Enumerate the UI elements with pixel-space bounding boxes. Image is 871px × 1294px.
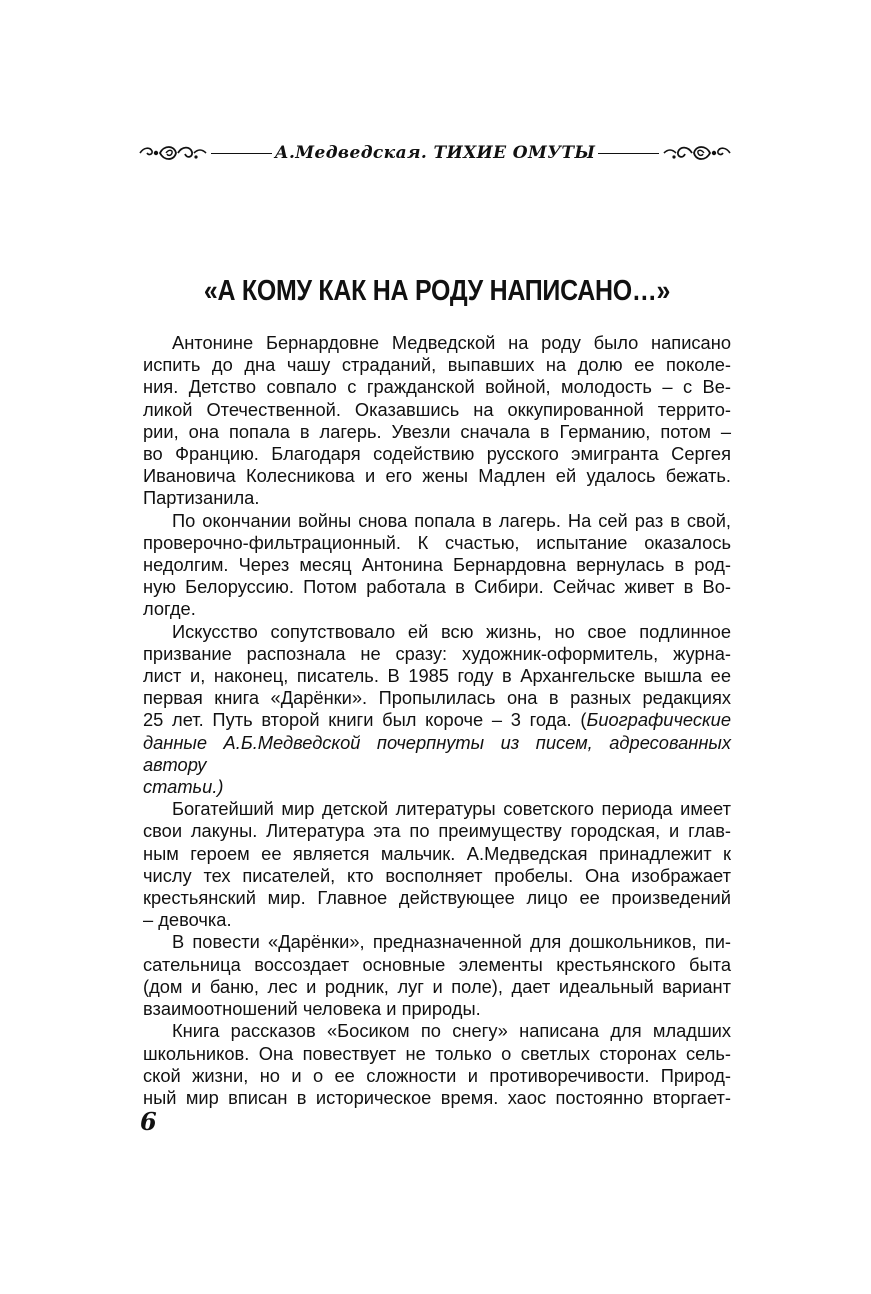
text-line: (дом и баню, лес и родник, луг и поле), дает идеальный вариант	[143, 975, 731, 997]
text-line: школьников. Она повествует не только о светлых сторонах сель-	[143, 1042, 731, 1064]
text-line: Партизанила.	[143, 487, 260, 509]
chapter-title: «А КОМУ КАК НА РОДУ НАПИСАНО…»	[203, 275, 671, 307]
text-line: Искусство сопутствовало ей всю жизнь, но свое подлинное	[172, 620, 731, 642]
text-line: ный мир вписан в историческое время. хаос постоянно вторгает-	[143, 1086, 731, 1108]
text-line: Ивановича Колесникова и его жены Мадлен ей удалось бежать.	[143, 465, 731, 487]
text-line: проверочно-фильтрационный. К счастью, испытание оказалось	[143, 531, 731, 553]
running-head	[138, 138, 732, 168]
page-number: 6	[140, 1107, 157, 1136]
text-line: логде.	[143, 598, 196, 620]
paragraph	[143, 931, 731, 1020]
paragraph	[143, 798, 731, 931]
paragraph	[143, 332, 731, 510]
text-line: рии, она попала в лагерь. Увезли сначала в Германию, потом –	[143, 420, 731, 442]
text-line: во Францию. Благодаря содействию русского эмигранта Сергея	[143, 443, 731, 465]
text-line: В повести «Дарёнки», предназначенной для дошкольников, пи-	[172, 931, 731, 953]
text-line: – девочка.	[143, 909, 232, 931]
paragraph	[143, 621, 731, 799]
paragraph	[143, 1020, 731, 1109]
text-line: свои лакуны. Литература эта по преимуществу городская, и глав-	[143, 820, 731, 842]
left-ornament-icon	[138, 141, 208, 165]
text-line: ную Белоруссию. Потом работала в Сибири. Сейчас живет в Во-	[143, 576, 731, 598]
text-line: числу тех писателей, кто восполняет пробелы. Она изображает	[143, 864, 731, 886]
body-text	[143, 332, 731, 1109]
text-line: первая книга «Дарёнки». Пропылилась она в разных редакциях	[143, 687, 731, 709]
right-ornament-icon	[662, 141, 732, 165]
running-head-rule-right	[598, 153, 659, 154]
text-line-italic-part: Биографические	[586, 709, 731, 731]
running-head-rule-left	[211, 153, 272, 154]
running-head-title: А.Медведская. ТИХИЕ ОМУТЫ	[274, 143, 596, 163]
text-line: Антонине Бернардовне Медведской на роду было написано	[172, 332, 731, 353]
text-line: сательница воссоздает основные элементы крестьянского быта	[143, 953, 731, 975]
text-line: призвание распознала не сразу: художник-оформитель, журна-	[143, 642, 731, 664]
text-line: взаимоотношений человека и природы.	[143, 998, 481, 1020]
text-line: ской жизни, но и о ее сложности и противоречивости. Природ-	[143, 1064, 731, 1086]
text-line: крестьянский мир. Главное действующее лицо ее произведений	[143, 887, 731, 909]
text-line: статьи.)	[143, 776, 224, 798]
text-line: ным героем ее является мальчик. А.Медведская принадлежит к	[143, 842, 731, 864]
text-line	[143, 709, 731, 731]
paragraph	[143, 510, 731, 621]
text-line: ликой Отечественной. Оказавшись на оккупированной террито-	[143, 398, 731, 420]
text-line: недолгим. Через месяц Антонина Бернардовна вернулась в род-	[143, 554, 731, 576]
text-line: ния. Детство совпало с гражданской войной, молодость – с Ве-	[143, 376, 731, 398]
text-line: Богатейший мир детской литературы советского периода имеет	[172, 798, 731, 820]
text-line-plain-part: 25 лет. Путь второй книги был короче – 3 года. (	[143, 709, 587, 731]
text-line: Книга рассказов «Босиком по снегу» написана для младших	[172, 1020, 731, 1042]
text-line: данные А.Б.Медведской почерпнуты из писем, адресованных автору	[143, 731, 731, 775]
text-line: испить до дна чашу страданий, выпавших на долю ее поколе-	[143, 354, 731, 376]
text-line: По окончании войны снова попала в лагерь. На сей раз в свой,	[172, 509, 731, 531]
text-line: лист и, наконец, писатель. В 1985 году в Архангельске вышла ее	[143, 665, 731, 687]
